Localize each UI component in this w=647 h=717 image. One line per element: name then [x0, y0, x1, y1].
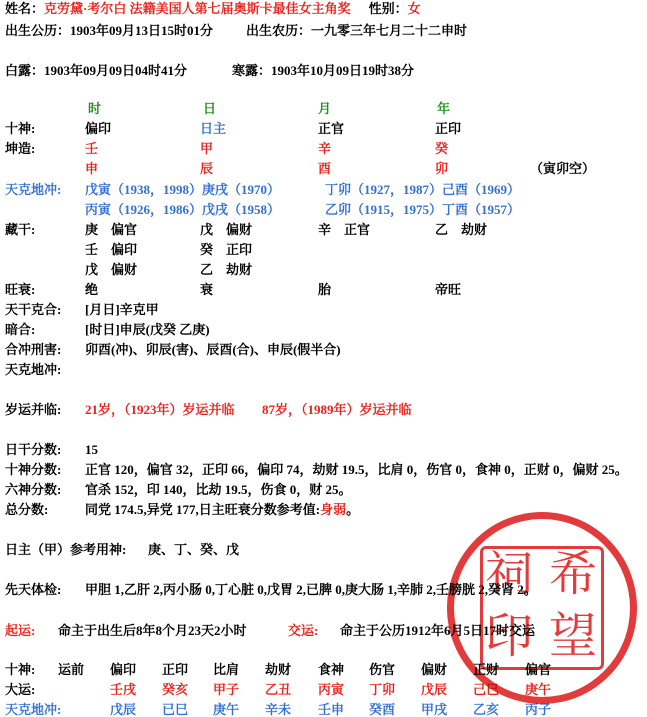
canggan-row-2: [0, 242, 647, 257]
seal-char: 望: [548, 608, 597, 664]
dayun-tkdc-cell: 甲戌: [421, 702, 448, 717]
liushen-score-label: 六神分数:: [5, 482, 62, 497]
dayun-pillar-cell: 戊辰: [421, 682, 448, 697]
suiyun-item-1: 21岁，（1923年）岁运并临: [85, 402, 235, 417]
dayun-pillar-cell: 癸亥: [162, 682, 189, 697]
canggan-day-gan-3: 乙: [200, 262, 214, 277]
canggan-hour-god-3: 偏财: [111, 262, 138, 277]
dayun-tkdc-cell: 乙亥: [473, 702, 500, 717]
dayun-pillar-cell: 壬戌: [110, 682, 137, 697]
wangshuai-hour: 绝: [85, 282, 99, 297]
tkdc-hour-day-1: 戊寅（1938，1998）庚戌（1970）: [85, 182, 281, 197]
anhe-label: 暗合:: [5, 322, 36, 337]
shishen-row: [0, 121, 647, 136]
dayun-tkdc-cell: 已巳: [162, 702, 189, 717]
stem-day: 甲: [200, 141, 214, 156]
total-score-value: 同党 174.5,异党 177,日主旺衰分数参考值:: [85, 502, 321, 517]
jiaoyun-value: 命主于公历1912年6月5日17时交运: [340, 623, 536, 638]
dayun-shishen-cell: 偏官: [525, 662, 552, 677]
stems-row: [0, 141, 647, 156]
jiaoyun-label: 交运:: [288, 623, 319, 638]
tkdc-hour-day-2: 丙寅（1926，1986）戊戌（1958）: [85, 202, 281, 217]
relations-tkdc-label: 天克地冲:: [5, 362, 62, 377]
tkdc-row-2: [0, 202, 647, 217]
suiyun-label: 岁运并临:: [5, 402, 62, 417]
hanlu-label: 寒露：: [232, 63, 272, 78]
branch-month: 酉: [318, 161, 332, 176]
canggan-hour-god-2: 偏印: [111, 242, 138, 257]
pillar-headers-row: [0, 101, 647, 116]
tkdc-month-year-1: 丁卯（1927，1987）己酉（1969）: [325, 182, 521, 197]
canggan-hour-god-1: 偏官: [111, 222, 138, 237]
wangshuai-day: 衰: [200, 282, 214, 297]
tiangan-kehe-value: [月日]辛克甲: [85, 302, 159, 317]
health-value: 甲胆 1,乙肝 2,丙小肠 0,丁心脏 0,戊胃 2,已脾 0,庚大肠 1,辛肺 2,壬膀胱 2,癸肾 2。: [85, 582, 537, 597]
seal-stamp: [447, 512, 637, 704]
relations-tkdc-row: [0, 362, 647, 377]
dayun-shishen-cell: 食神: [318, 662, 345, 677]
total-score-verdict: 身弱: [320, 502, 347, 517]
dayun-pillars-label: 大运:: [5, 682, 36, 697]
qiyun-value: 命主于出生后8年8个月23天2小时: [58, 623, 247, 638]
column-header-hour: 时: [88, 101, 102, 116]
canggan-month-god-1: 正官: [344, 222, 371, 237]
liushen-score-row: [0, 482, 647, 497]
rigan-score-value: 15: [85, 442, 98, 457]
name-value: 克劳黛·考尔白 法籍美国人第七届奥斯卡最佳女主角奖: [44, 1, 351, 16]
canggan-hour-gan-3: 戊: [85, 262, 99, 277]
dayun-shishen-cell: 正财: [473, 662, 500, 677]
rigan-score-label: 日干分数:: [5, 442, 62, 457]
gender-value: 女: [407, 1, 421, 16]
solar-birth: [5, 23, 213, 38]
qiyun-label: 起运:: [5, 623, 36, 638]
canggan-year-gan-1: 乙: [435, 222, 449, 237]
canggan-hour-gan-1: 庚: [85, 222, 99, 237]
yongshen-label: 日主（甲）参考用神:: [5, 542, 127, 557]
dayun-shishen-cell: 正印: [162, 662, 189, 677]
branch-hour: 申: [85, 161, 99, 176]
shishen-hour: 偏印: [85, 121, 112, 136]
total-score-label: 总分数:: [5, 502, 49, 517]
dayun-tkdc-cell: 丙子: [525, 702, 552, 717]
stem-month: 辛: [318, 141, 332, 156]
solar-terms-row: [0, 63, 647, 78]
branches-row: [0, 161, 647, 176]
wangshuai-month: 胎: [318, 282, 332, 297]
shishen-month: 正官: [318, 121, 345, 136]
anhe-value: [时日]申辰(戊癸 乙庚): [85, 322, 210, 337]
dayun-pillar-cell: 庚午: [525, 682, 552, 697]
lunar-label: 出生农历：: [246, 23, 312, 38]
wangshuai-year: 帝旺: [435, 282, 462, 297]
dayun-pillar-cell: 丙寅: [318, 682, 345, 697]
gender-label: 性别：: [368, 1, 408, 16]
wangshuai-label: 旺衰:: [5, 282, 36, 297]
shishen-year: 正印: [435, 121, 462, 136]
name-row: [0, 1, 647, 16]
hechong-label: 合冲刑害:: [5, 342, 62, 357]
canggan-day-gan-2: 癸: [200, 242, 214, 257]
shishen-day: 日主: [200, 121, 227, 136]
hanlu-term: [232, 63, 414, 78]
dayun-shishen-cell: 偏印: [110, 662, 137, 677]
dayun-shishen-cell: 比肩: [213, 662, 240, 677]
hechong-value: 卯酉(冲)、卯辰(害)、辰酉(合)、申辰(假半合): [85, 342, 341, 357]
tiangan-kehe-label: 天干克合:: [5, 302, 62, 317]
canggan-day-god-3: 劫财: [226, 262, 253, 277]
dayun-shishen-cell: 偏财: [421, 662, 448, 677]
kongwang: （寅卯空）: [530, 161, 596, 176]
tkdc-label: 天克地冲:: [5, 182, 62, 197]
dayun-tkdc-label: 天克地冲:: [5, 702, 62, 717]
dayun-pillar-cell: 丁卯: [369, 682, 396, 697]
seal-char: 希: [548, 546, 597, 602]
solar-label: 出生公历：: [5, 23, 71, 38]
shishen-score-row: [0, 462, 647, 477]
dayun-tkdc-cell: 戊辰: [110, 702, 137, 717]
stem-year: 癸: [435, 141, 449, 156]
dayun-shishen-label: 十神:: [5, 662, 36, 677]
shishen-label: 十神:: [5, 121, 36, 136]
liushen-score-value: 官杀 152，印 140，比劫 19.5，伤食 0，财 25。: [85, 482, 352, 497]
branch-day: 辰: [200, 161, 214, 176]
column-header-month: 月: [318, 101, 332, 116]
health-label: 先天体检:: [5, 582, 62, 597]
dayun-tkdc-cell: 庚午: [213, 702, 240, 717]
canggan-hour-gan-2: 壬: [85, 242, 99, 257]
canggan-row-1: [0, 222, 647, 237]
kunzao-label: 坤造:: [5, 141, 36, 156]
dayun-tkdc-cell: 壬申: [318, 702, 345, 717]
seal-char: 印: [484, 608, 533, 664]
branch-year: 卯: [435, 161, 449, 176]
canggan-row-3: [0, 262, 647, 277]
dayun-shishen-cell: 劫财: [265, 662, 292, 677]
total-score-end: 。: [346, 502, 360, 517]
rigan-score-row: [0, 442, 647, 457]
tiangan-kehe-row: [0, 302, 647, 317]
canggan-year-god-1: 劫财: [461, 222, 488, 237]
tkdc-month-year-2: 乙卯（1915，1975）丁酉（1957）: [325, 202, 521, 217]
birth-row: [0, 23, 647, 38]
canggan-month-gan-1: 辛: [318, 222, 332, 237]
dayun-pillar-cell: 甲子: [213, 682, 240, 697]
tkdc-row-1: [0, 182, 647, 197]
total-score-line: [85, 502, 359, 517]
column-header-year: 年: [437, 101, 451, 116]
bailu-value: 1903年09月09日04时41分: [44, 63, 188, 78]
bailu-term: [5, 63, 187, 78]
seal-char: 祠: [484, 546, 533, 602]
stem-hour: 壬: [85, 141, 99, 156]
yongshen-value: 庚、丁、癸、戊: [148, 542, 240, 557]
dayun-tkdc-cell: 辛未: [265, 702, 292, 717]
shishen-score-label: 十神分数:: [5, 462, 62, 477]
dayun-shishen-cell: 伤官: [369, 662, 396, 677]
name-line: [5, 1, 421, 16]
wangshuai-row: [0, 282, 647, 297]
dayun-pillar-cell: 己巳: [473, 682, 500, 697]
canggan-label: 藏干:: [5, 222, 36, 237]
canggan-day-gan-1: 戊: [200, 222, 214, 237]
solar-value: 1903年09月13日15时01分: [70, 23, 214, 38]
dayun-tkdc-cell: 癸酉: [369, 702, 396, 717]
shishen-score-value: 正官 120，偏官 32，正印 66，偏印 74，劫财 19.5，比肩 0，伤官 0，食神 0，正财 0，偏财 25。: [85, 462, 628, 477]
anhe-row: [0, 322, 647, 337]
dayun-tkdc-row: [0, 702, 647, 717]
canggan-day-god-2: 正印: [226, 242, 253, 257]
dayun-shishen-cell: 运前: [58, 662, 85, 677]
hechong-row: [0, 342, 647, 357]
suiyun-row: [0, 402, 647, 417]
hanlu-value: 1903年10月09日19时38分: [271, 63, 415, 78]
dayun-pillar-cell: 乙丑: [265, 682, 292, 697]
canggan-day-god-1: 偏财: [226, 222, 253, 237]
bailu-label: 白露：: [5, 63, 45, 78]
lunar-value: 一九零三年七月二十二申时: [311, 23, 468, 38]
lunar-birth: [246, 23, 467, 38]
name-label: 姓名：: [5, 1, 45, 16]
suiyun-item-2: 87岁，（1989年）岁运并临: [262, 402, 412, 417]
column-header-day: 日: [203, 101, 217, 116]
